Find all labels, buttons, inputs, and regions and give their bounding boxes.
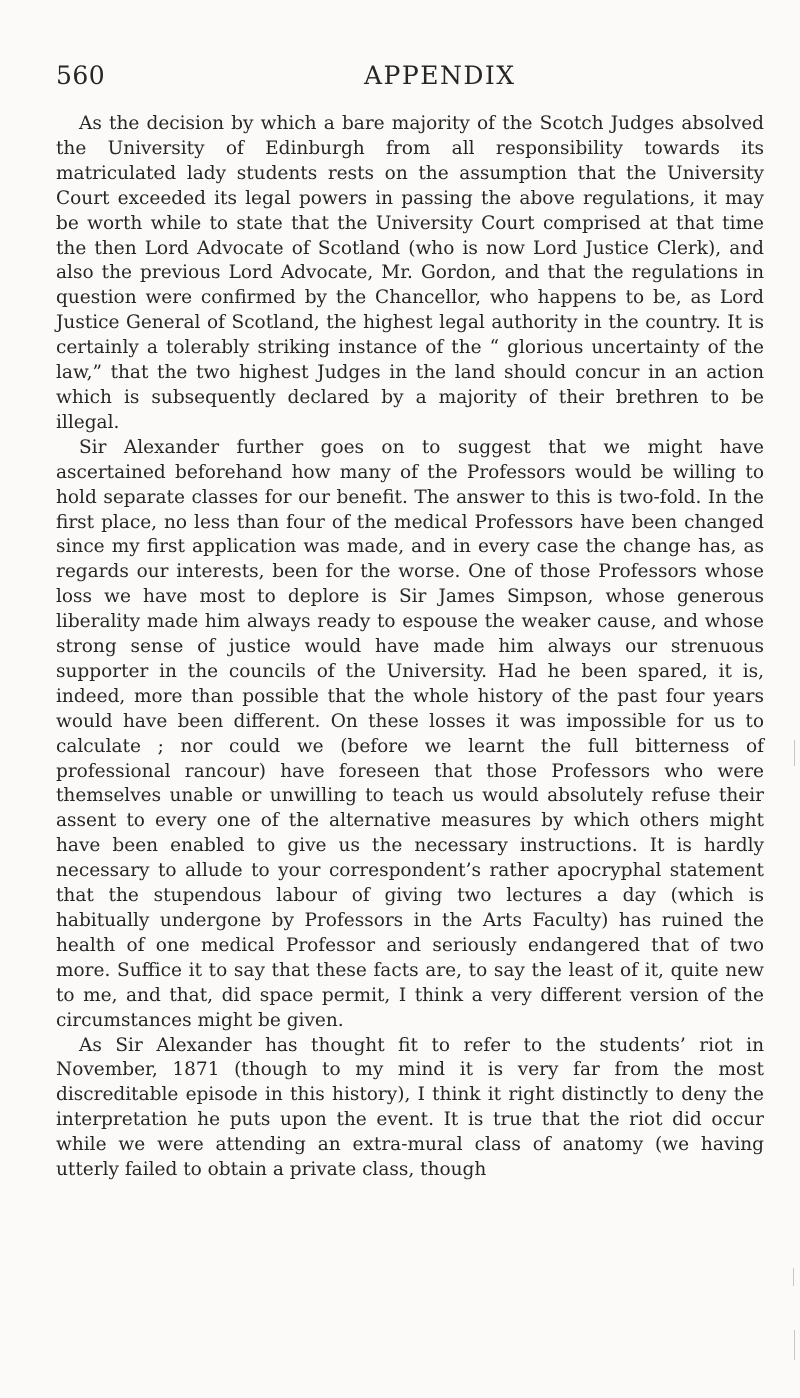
- page-number: 560: [56, 61, 106, 90]
- paragraph: Sir Alexander further goes on to suggest that we might have ascertained beforehand how many of the Professors would be willing to hold separate classes for our benefit. The answer to this is two-fold. In the first place, no less than four of the medical Professors have been changed since my first application was made, and in every case the change has, as regards our interests, been for the worse. One of those Professors whose loss we have most to deplore is Sir James Simpson, whose generous liberality made him always ready to espouse the weaker cause, and whose strong sense of justice would have made him always our strenuous supporter in the councils of the University. Had he been spared, it is, indeed, more than possible that the whole history of the past four years would have been different. On these losses it was impossible for us to calculate ; nor could we (before we learnt the full bitterness of professional rancour) have foreseen that those Professors who were themselves unable or unwilling to teach us would absolutely refuse their assent to every one of the alternative measures by which others might have been enabled to give us the necessary instructions. It is hardly necessary to allude to your correspondent’s rather apocryphal statement that the stupendous labour of giving two lectures a day (which is habitually undergone by Professors in the Arts Faculty) has ruined the health of one medical Professor and seriously endangered that of two more. Suffice it to say that these facts are, to say the least of it, quite new to me, and that, did space permit, I think a very different version of the circumstances might be given.: [56, 436, 764, 1031]
- page-header: [56, 58, 762, 98]
- body-text: [56, 112, 764, 1183]
- paragraph: As the decision by which a bare majority of the Scotch Judges absolved the University of Edinburgh from all responsibility towards its matriculated lady students rests on the assumption that the University Court exceeded its legal powers in passing the above regulations, it may be worth while to state that the University Court comprised at that time the then Lord Advocate of Scotland (who is now Lord Justice Clerk), and also the previous Lord Advocate, Mr. Gordon, and that the regulations in question were confirmed by the Chancellor, who happens to be, as Lord Justice General of Scotland, the highest legal authority in the country. It is certainly a tolerably striking instance of the “ glorious uncertainty of the law,” that the two highest Judges in the land should concur in an action which is subsequently declared by a majority of their brethren to be illegal.: [56, 113, 764, 433]
- running-head: APPENDIX: [364, 61, 516, 90]
- paragraph: As Sir Alexander has thought fit to refer to the students’ riot in November, 1871 (though to my mind it is very far from the most discreditable episode in this history), I think it right distinctly to deny the interpretation he puts upon the event. It is true that the riot did occur while we were attending an extra-mural class of anatomy (we having utterly failed to obtain a private class, though: [56, 1034, 764, 1181]
- page-edge-mark: [793, 1268, 794, 1286]
- page-edge-mark: [794, 740, 795, 766]
- page-edge-mark: [794, 1330, 795, 1360]
